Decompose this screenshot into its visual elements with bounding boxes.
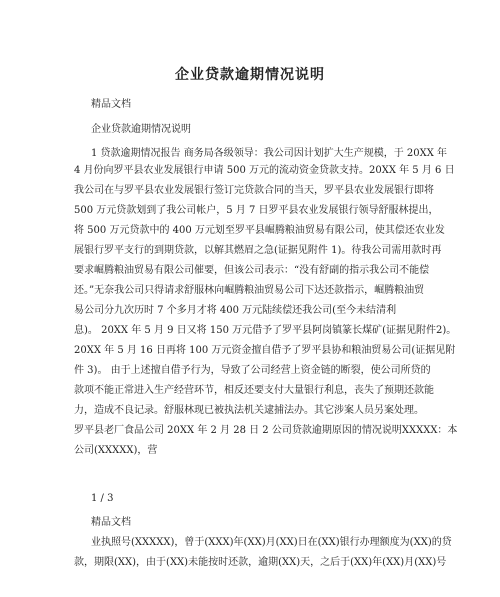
- body-line: 件 3)。 由于上述擅自借予行为，导致了公司经营上资金链的断裂，使公司所贷的: [74, 365, 431, 376]
- header-label: 精品文档: [91, 517, 131, 528]
- header-label: 精品文档: [91, 99, 131, 110]
- body-line: 将 500 万元贷款中的 400 万元划至罗平县崛腾粮油贸易有限公司，使其偿还农业发: [74, 225, 445, 236]
- body-line: 公司(XXXXX)，营: [74, 445, 158, 456]
- body-line: 力，造成不良记录。舒服林现已被执法机关逮捕法办。其它涉案人员另案处理。: [74, 405, 424, 416]
- page-number: 1 / 3: [91, 493, 114, 504]
- body-line: 还。”无奈我公司只得请求舒服林向崛腾粮油贸易公司下达还款指示，崛腾粮油贸: [74, 285, 425, 296]
- body-line: 息)。 20XX 年 5 月 9 日又将 150 万元借予了罗平县阿岗镇篆长煤矿(证据见附件2)。: [74, 325, 457, 336]
- body-line: 4 月份向罗平县农业发展银行申请 500 万元的流动资金贷款支持。20XX 年 5 月 6 日: [74, 165, 455, 176]
- body-line: 罗平县老厂食品公司 20XX 年 2 月 28 日 2 公司贷款逾期原因的情况说明XXXXX：本: [74, 425, 458, 436]
- body-line: 款项不能正常进入生产经营环节，相反还要支付大量银行利息，丧失了预期还款能: [74, 385, 434, 396]
- body-line: 我公司在与罗平县农业发展银行签订完贷款合同的当天，罗平县农业发展银行即将: [74, 185, 434, 196]
- body-line: 要求崛腾粮油贸易有限公司催要，但该公司表示：“没有舒副的指示我公司不能偿: [74, 265, 430, 276]
- document-title: 企业贷款逾期情况说明: [175, 67, 325, 83]
- subtitle: 企业贷款逾期情况说明: [91, 124, 191, 135]
- body-line: 展银行罗平支行的到期贷款，以解其燃眉之急(证据见附件 1)。待我公司需用款时再: [74, 245, 442, 256]
- body-line: 20XX 年 5 月 16 日再将 100 万元资金擅自借予了罗平县协和粮油贸易公司(证据见附: [74, 345, 456, 356]
- body-line: 1 贷款逾期情况报告 商务局各级领导：我公司因计划扩大生产规模，于 20XX 年: [91, 148, 448, 159]
- body-line: 易公司分九次历时 7 个多月才将 400 万元陆续偿还我公司(至今未结清利: [74, 305, 397, 316]
- body-line: 500 万元贷款划到了我公司帐户，5 月 7 日罗平县农业发展银行领导舒服林提出，: [74, 205, 439, 216]
- body-line: 款，期限(XX)，由于(XX)未能按时还款，逾期(XX)天，之后于(XX)年(XX)月(XX)号: [74, 557, 447, 568]
- body-line: 业执照号(XXXXX)，曾于(XXX)年(XX)月(XX)日在(XX)银行办理额度为(XX)的贷: [91, 537, 452, 548]
